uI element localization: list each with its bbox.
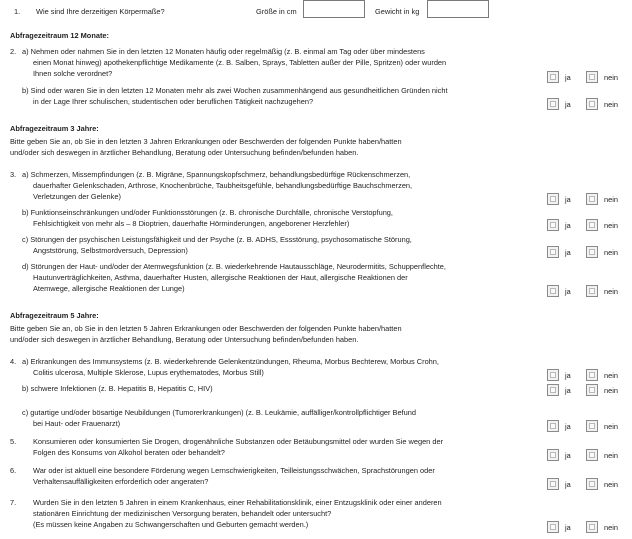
q7-yes-checkbox[interactable] [547, 521, 559, 533]
q3c-no-checkbox[interactable] [586, 246, 598, 258]
section-5-years-title: Abfragezeitraum 5 Jahre: [10, 311, 99, 320]
q3a-no-label: nein [604, 195, 618, 204]
q7-no-checkbox[interactable] [586, 521, 598, 533]
sec3-intro-line-2: und/oder sich deswegen in ärztlicher Behandlung, Beratung oder Untersuchung befinden/befunden haben. [10, 148, 359, 157]
q2-number: 2. [10, 47, 17, 56]
q3a-no-checkbox[interactable] [586, 193, 598, 205]
q2a-yes-label: ja [565, 73, 571, 82]
q3d-line-3: Atemwege, allergische Reaktionen der Lunge) [33, 284, 185, 293]
q6-line-2: Verhaltensauffälligkeiten erforderlich oder angeraten? [33, 477, 209, 486]
q4-number: 4. [10, 357, 17, 366]
q2b-line-2: in der Lage Ihrer schulischen, studentischen oder beruflichen Tätigkeit nachzugehen? [33, 97, 314, 106]
q6-line-1: War oder ist aktuell eine besondere Förderung wegen Lernschwierigkeiten, Teilleistungsschwächen, Sprachstörungen oder [33, 466, 435, 475]
q2a-no-label: nein [604, 73, 618, 82]
q3b-line-2: Fehlsichtigkeit von mehr als – 8 Dioptrien, dauerhafte Hörminderungen, angeborener Herzfehler) [33, 219, 350, 228]
q2a-no-checkbox[interactable] [586, 71, 598, 83]
q3c-line-1: c) Störungen der psychischen Leistungsfähigkeit und der Psyche (z. B. ADHS, Essstörung, psychosomatische Störung, [22, 235, 412, 244]
q3d-line-2: Hautunverträglichkeiten, Asthma, dauerhafter Husten, allergische Reaktionen der Haut, allergische Reaktionen der [33, 273, 408, 282]
q3b-line-1: b) Funktionseinschränkungen und/oder Funktionsstörungen (z. B. chronische Durchfälle, chronische Verstopfung, [22, 208, 393, 217]
q4a-yes-checkbox[interactable] [547, 369, 559, 381]
q3a-line-2: dauerhafter Gelenkschaden, Arthrose, Knochenbrüche, Taubheitsgefühle, behandlungsbedürftige Bauchschmerzen, [33, 181, 413, 190]
q4b-yes-label: ja [565, 386, 571, 395]
q2b-line-1: b) Sind oder waren Sie in den letzten 12 Monaten mehr als zwei Wochen zusammenhängend aus gesundheitlichen Gründen nicht [22, 86, 448, 95]
q5-yes-label: ja [565, 451, 571, 460]
q7-no-label: nein [604, 523, 618, 532]
q4b-yes-checkbox[interactable] [547, 384, 559, 396]
q4c-no-checkbox[interactable] [586, 420, 598, 432]
q3b-no-label: nein [604, 221, 618, 230]
q4c-line-2: bei Haut- oder Frauenarzt) [33, 419, 121, 428]
q6-number: 6. [10, 466, 17, 475]
q4c-line-1: c) gutartige und/oder bösartige Neubildungen (Tumorerkrankungen) (z. B. Leukämie, auffälliger/kontrollpflichtiger Befund [22, 408, 416, 417]
q4a-no-label: nein [604, 371, 618, 380]
q2a-line-3: Ihnen solche verordnet? [33, 69, 113, 78]
q7-line-2: stationären Einrichtung der medizinischen Versorgung beraten, behandelt oder untersucht? [33, 509, 332, 518]
q4a-yes-label: ja [565, 371, 571, 380]
q3c-line-2: Angststörung, Selbstmordversuch, Depression) [33, 246, 188, 255]
q3b-yes-checkbox[interactable] [547, 219, 559, 231]
q2a-line-1: a) Nehmen oder nahmen Sie in den letzten 12 Monaten häufig oder regelmäßig (z. B. einmal am Tag oder über mindestens [22, 47, 425, 56]
q3a-yes-checkbox[interactable] [547, 193, 559, 205]
q2b-no-checkbox[interactable] [586, 98, 598, 110]
q5-line-1: Konsumieren oder konsumierten Sie Drogen, drogenähnliche Substanzen oder Betäubungsmittel oder wurden Sie wegen der [33, 437, 444, 446]
q5-number: 5. [10, 437, 17, 446]
weight-label: Gewicht in kg [375, 7, 420, 16]
q3a-line-3: Verletzungen der Gelenke) [33, 192, 121, 201]
sec5-intro-line-2: und/oder sich deswegen in ärztlicher Behandlung, Beratung oder Untersuchung befinden/befunden haben. [10, 335, 359, 344]
q4a-line-1: a) Erkrankungen des Immunsystems (z. B. wiederkehrende Gelenkentzündungen, Rheuma, Morbus Bechterew, Morbus Crohn, [22, 357, 439, 366]
q2b-yes-label: ja [565, 100, 571, 109]
q7-number: 7. [10, 498, 17, 507]
q4c-no-label: nein [604, 422, 618, 431]
q4b-line-1: b) schwere Infektionen (z. B. Hepatitis B, Hepatitis C, HIV) [22, 384, 213, 393]
section-3-years-title: Abfragezeitraum 3 Jahre: [10, 124, 99, 133]
q4c-yes-label: ja [565, 422, 571, 431]
q2a-yes-checkbox[interactable] [547, 71, 559, 83]
q2a-line-2: einen Monat hinweg) apothekenpflichtige Medikamente (z. B. Salben, Sprays, Tabletten außer der Pille, Spritzen) oder wurden [33, 58, 447, 67]
q3c-yes-checkbox[interactable] [547, 246, 559, 258]
q5-no-label: nein [604, 451, 618, 460]
q6-yes-checkbox[interactable] [547, 478, 559, 490]
size-label: Größe in cm [256, 7, 297, 16]
q3b-yes-label: ja [565, 221, 571, 230]
q3c-no-label: nein [604, 248, 618, 257]
q1-text: Wie sind Ihre derzeitigen Körpermaße? [36, 7, 165, 16]
q7-line-1: Wurden Sie in den letzten 5 Jahren in einem Krankenhaus, einer Rehabilitationsklinik, einer Entzugsklinik oder einer anderen [33, 498, 442, 507]
q3d-no-label: nein [604, 287, 618, 296]
q3a-line-1: a) Schmerzen, Missempfindungen (z. B. Migräne, Spannungskopfschmerz, behandlungsbedürftige Rückenschmerzen, [22, 170, 411, 179]
q2b-no-label: nein [604, 100, 618, 109]
q6-yes-label: ja [565, 480, 571, 489]
sec3-intro-line-1: Bitte geben Sie an, ob Sie in den letzten 3 Jahren Erkrankungen oder Beschwerden der folgenden Punkte haben/hatten [10, 137, 402, 146]
q3d-line-1: d) Störungen der Haut- und/oder der Atemwegsfunktion (z. B. wiederkehrende Hautausschläge, Neurodermitits, Schuppenflechte, [22, 262, 446, 271]
weight-input[interactable] [427, 0, 489, 18]
q2b-yes-checkbox[interactable] [547, 98, 559, 110]
q4a-no-checkbox[interactable] [586, 369, 598, 381]
q7-line-3: (Es müssen keine Angaben zu Schwangerschaften und Geburten gemacht werden.) [33, 520, 309, 529]
q1-number: 1. [14, 7, 21, 16]
q5-line-2: Folgen des Konsums von Alkohol beraten oder behandelt? [33, 448, 225, 457]
sec5-intro-line-1: Bitte geben Sie an, ob Sie in den letzten 5 Jahren Erkrankungen oder Beschwerden der folgenden Punkte haben/hatten [10, 324, 402, 333]
q4c-yes-checkbox[interactable] [547, 420, 559, 432]
size-input[interactable] [303, 0, 365, 18]
q3b-no-checkbox[interactable] [586, 219, 598, 231]
q4b-no-checkbox[interactable] [586, 384, 598, 396]
q4a-line-2: Colitis ulcerosa, Multiple Sklerose, Lupus erythematodes, Morbus Still) [33, 368, 264, 377]
q5-no-checkbox[interactable] [586, 449, 598, 461]
q3d-no-checkbox[interactable] [586, 285, 598, 297]
q6-no-label: nein [604, 480, 618, 489]
q3-number: 3. [10, 170, 17, 179]
q5-yes-checkbox[interactable] [547, 449, 559, 461]
q3d-yes-label: ja [565, 287, 571, 296]
q7-yes-label: ja [565, 523, 571, 532]
q4b-no-label: nein [604, 386, 618, 395]
q3d-yes-checkbox[interactable] [547, 285, 559, 297]
q3c-yes-label: ja [565, 248, 571, 257]
section-12-months-title: Abfragezeitraum 12 Monate: [10, 31, 109, 40]
q6-no-checkbox[interactable] [586, 478, 598, 490]
q3a-yes-label: ja [565, 195, 571, 204]
